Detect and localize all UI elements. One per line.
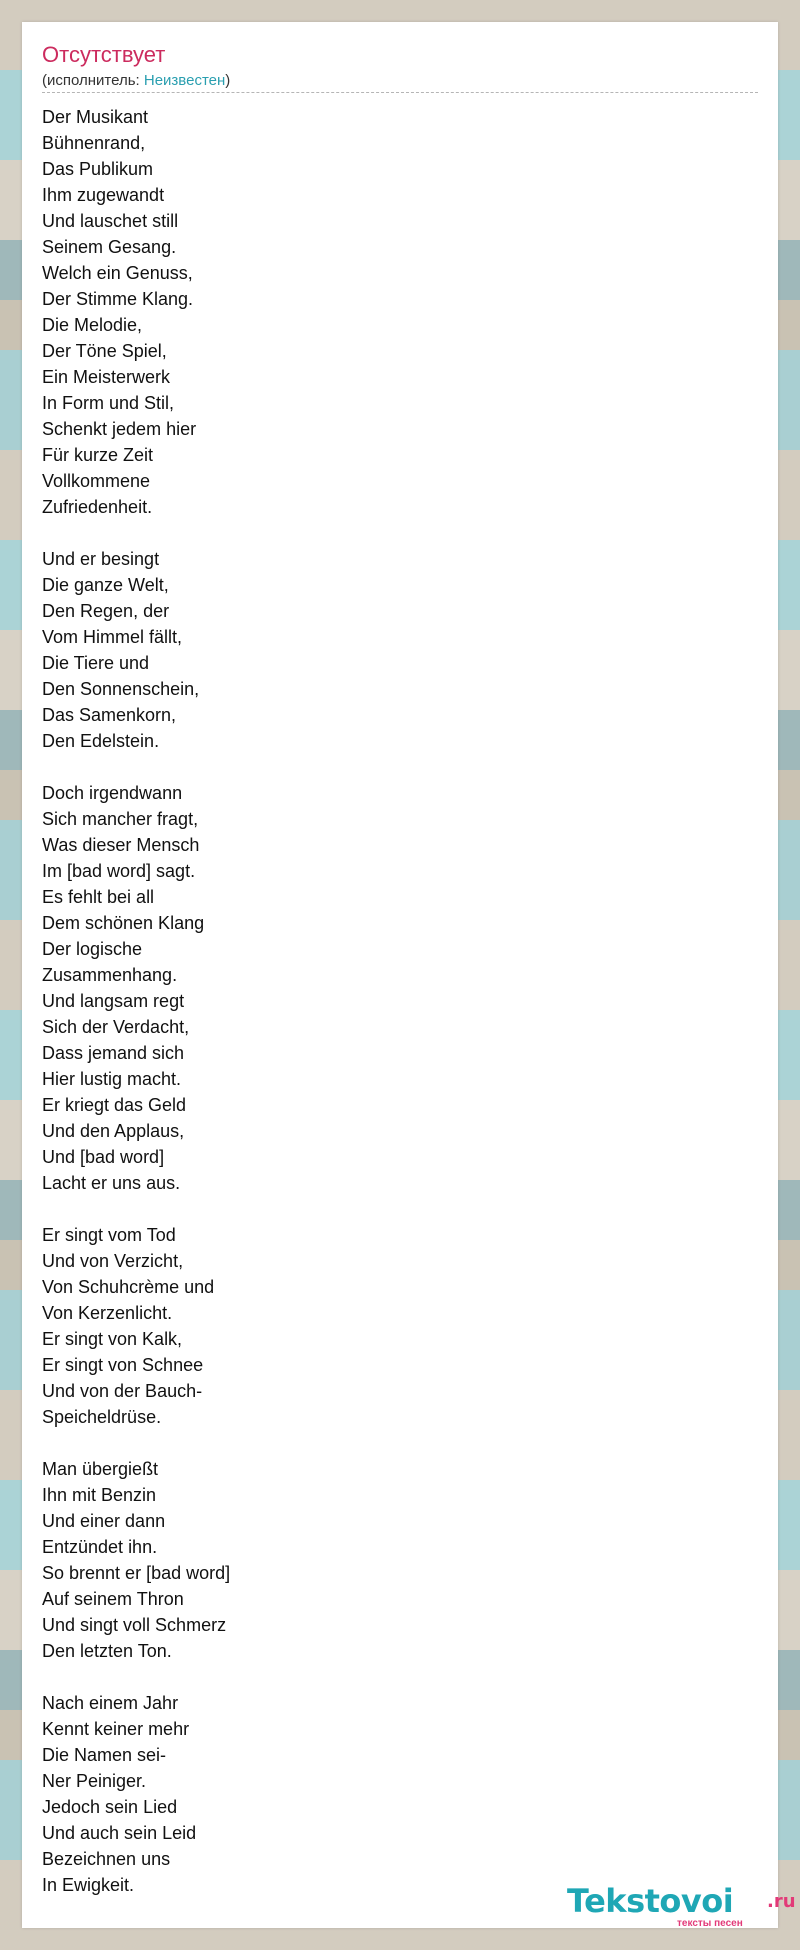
lyric-line: Die ganze Welt, xyxy=(42,575,169,595)
lyric-line: In Ewigkeit. xyxy=(42,1875,135,1895)
lyric-line: Den Regen, der xyxy=(42,601,170,621)
lyric-line: Doch irgendwann xyxy=(42,783,183,803)
stanza xyxy=(42,546,742,754)
stanza xyxy=(42,1456,742,1664)
song-title: Отсутствует xyxy=(42,42,166,67)
lyric-line: Entzündet ihn. xyxy=(42,1537,158,1557)
lyric-line: Jedoch sein Lied xyxy=(42,1797,178,1817)
lyric-line: Seinem Gesang. xyxy=(42,237,177,257)
lyric-line: Und von Verzicht, xyxy=(42,1251,184,1271)
lyric-line: Und auch sein Leid xyxy=(42,1823,197,1843)
artist-prefix: (исполнитель: xyxy=(42,72,144,89)
lyric-line: Die Melodie, xyxy=(42,315,143,335)
lyric-line: Sich mancher fragt, xyxy=(42,809,199,829)
logo-tagline: тексты песен xyxy=(677,1918,743,1929)
lyric-line: Ihm zugewandt xyxy=(42,185,165,205)
lyric-line: Für kurze Zeit xyxy=(42,445,154,465)
lyric-line: Der Töne Spiel, xyxy=(42,341,167,361)
title-divider xyxy=(42,92,758,93)
lyric-line: Der Stimme Klang. xyxy=(42,289,194,309)
lyric-line: Das Publikum xyxy=(42,159,154,179)
lyric-line: Lacht er uns aus. xyxy=(42,1173,181,1193)
lyric-line: Er singt von Schnee xyxy=(42,1355,204,1375)
lyric-line: Dass jemand sich xyxy=(42,1043,185,1063)
lyric-line: Speicheldrüse. xyxy=(42,1407,162,1427)
lyric-line: Welch ein Genuss, xyxy=(42,263,193,283)
stanza xyxy=(42,1222,742,1430)
lyric-line: Von Schuhcrème und xyxy=(42,1277,215,1297)
lyric-line: Es fehlt bei all xyxy=(42,887,155,907)
stanza xyxy=(42,780,742,1196)
lyric-line: Von Kerzenlicht. xyxy=(42,1303,173,1323)
lyric-line: Und einer dann xyxy=(42,1511,166,1531)
lyric-line: Den Sonnenschein, xyxy=(42,679,200,699)
lyric-line: Und er besingt xyxy=(42,549,160,569)
lyric-line: Nach einem Jahr xyxy=(42,1693,179,1713)
site-logo[interactable] xyxy=(567,1882,796,1932)
lyric-line: Den letzten Ton. xyxy=(42,1641,172,1661)
lyric-line: Schenkt jedem hier xyxy=(42,419,197,439)
lyric-line: Das Samenkorn, xyxy=(42,705,177,725)
lyric-line: Die Namen sei- xyxy=(42,1745,167,1765)
lyric-line: Den Edelstein. xyxy=(42,731,160,751)
lyric-line: Ner Peiniger. xyxy=(42,1771,147,1791)
lyrics-body xyxy=(42,104,742,1924)
lyric-line: Ein Meisterwerk xyxy=(42,367,171,387)
lyric-line: Der logische xyxy=(42,939,143,959)
lyric-line: Der Musikant xyxy=(42,107,149,127)
lyric-line: Er singt vom Tod xyxy=(42,1225,176,1245)
lyric-line: Er kriegt das Geld xyxy=(42,1095,187,1115)
lyric-line: Man übergießt xyxy=(42,1459,159,1479)
lyric-line: Und langsam regt xyxy=(42,991,185,1011)
lyric-line: Vollkommene xyxy=(42,471,151,491)
lyric-line: Zufriedenheit. xyxy=(42,497,153,517)
lyric-line: Ihn mit Benzin xyxy=(42,1485,157,1505)
artist-suffix: ) xyxy=(225,72,231,89)
lyric-line: Und singt voll Schmerz xyxy=(42,1615,227,1635)
stanza xyxy=(42,1690,742,1898)
lyric-line: Und [bad word] xyxy=(42,1147,165,1167)
lyric-line: Und von der Bauch- xyxy=(42,1381,203,1401)
lyric-line: So brennt er [bad word] xyxy=(42,1563,231,1583)
stanza xyxy=(42,104,742,520)
artist-link[interactable]: Неизвестен xyxy=(143,72,226,89)
lyric-line: Auf seinem Thron xyxy=(42,1589,184,1609)
logo-tld: .ru xyxy=(767,1891,796,1912)
lyrics-card xyxy=(22,22,796,1929)
lyric-line: Und den Applaus, xyxy=(42,1121,185,1141)
lyric-line: Hier lustig macht. xyxy=(42,1069,182,1089)
lyric-line: Und lauschet still xyxy=(42,211,179,231)
lyric-line: Bezeichnen uns xyxy=(42,1849,171,1869)
logo-wordmark: Tekstovoi xyxy=(567,1882,734,1920)
lyric-line: Was dieser Mensch xyxy=(42,835,200,855)
lyric-line: Sich der Verdacht, xyxy=(42,1017,190,1037)
lyric-line: Die Tiere und xyxy=(42,653,150,673)
lyric-line: Kennt keiner mehr xyxy=(42,1719,190,1739)
lyric-line: Vom Himmel fällt, xyxy=(42,627,183,647)
lyric-line: In Form und Stil, xyxy=(42,393,175,413)
lyric-line: Dem schönen Klang xyxy=(42,913,205,933)
lyric-line: Bühnenrand, xyxy=(42,133,146,153)
lyric-line: Zusammenhang. xyxy=(42,965,178,985)
artist-line xyxy=(42,72,230,89)
lyric-line: Im [bad word] sagt. xyxy=(42,861,196,881)
lyric-line: Er singt von Kalk, xyxy=(42,1329,183,1349)
